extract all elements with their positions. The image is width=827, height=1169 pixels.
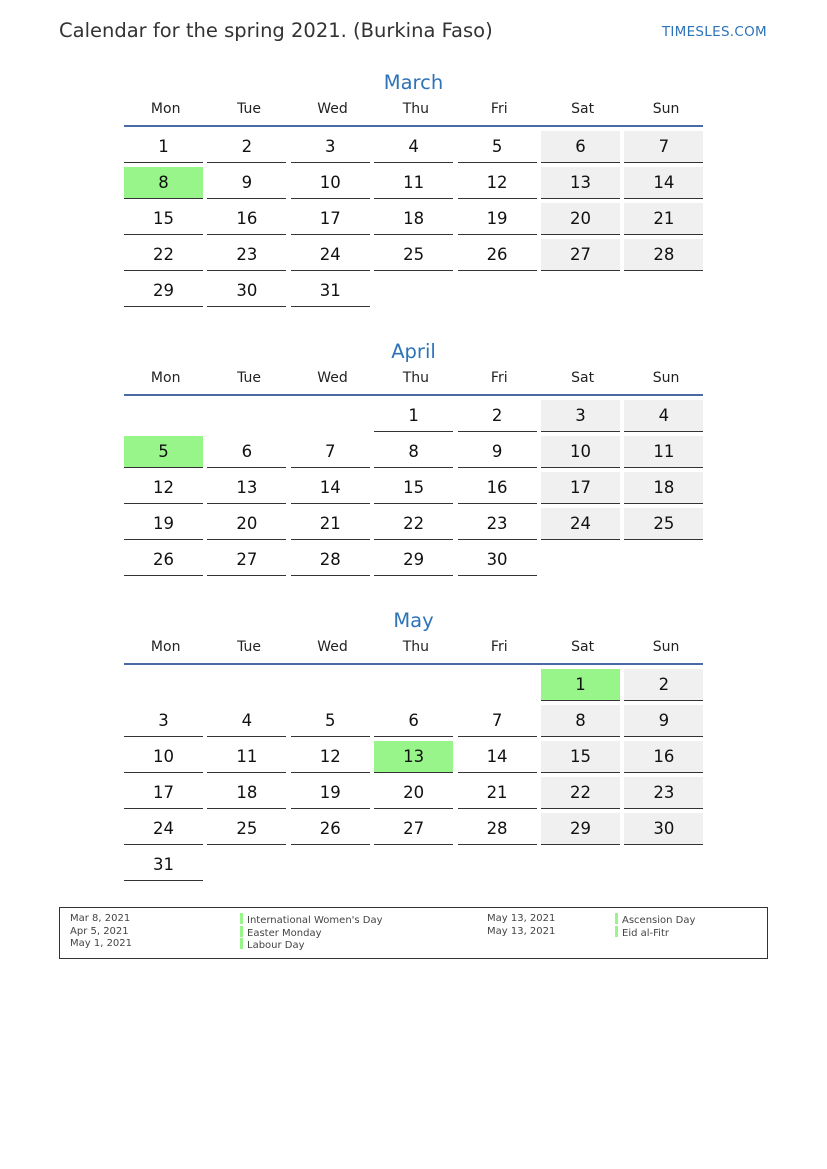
day-cell: 16 bbox=[624, 741, 703, 773]
day-cell: 14 bbox=[458, 741, 537, 773]
day-cell: 9 bbox=[458, 436, 537, 468]
day-cell: 15 bbox=[541, 741, 620, 773]
empty-cell bbox=[207, 669, 286, 700]
site-link[interactable]: TIMESLES.COM bbox=[661, 24, 767, 40]
day-cell: 5 bbox=[291, 705, 370, 737]
empty-cell bbox=[624, 275, 703, 306]
day-cell: 8 bbox=[541, 705, 620, 737]
day-cell: 30 bbox=[458, 544, 537, 576]
weekday-label: Sun bbox=[652, 639, 680, 655]
day-cell: 6 bbox=[207, 436, 286, 468]
empty-cell bbox=[374, 669, 453, 700]
legend-holiday-name: Ascension Day bbox=[622, 915, 696, 926]
weekday-header bbox=[124, 97, 703, 127]
day-cell: 15 bbox=[124, 203, 203, 235]
day-cell: 9 bbox=[207, 167, 286, 199]
day-cell: 6 bbox=[374, 705, 453, 737]
day-cell: 26 bbox=[291, 813, 370, 845]
day-cell: 6 bbox=[541, 131, 620, 163]
day-cell: 29 bbox=[374, 544, 453, 576]
empty-cell bbox=[124, 400, 203, 431]
legend-holiday bbox=[240, 938, 305, 953]
day-cell: 10 bbox=[291, 167, 370, 199]
day-cell: 25 bbox=[374, 239, 453, 271]
week-row bbox=[124, 741, 703, 777]
week-row bbox=[124, 131, 703, 167]
legend-holiday-name: International Women's Day bbox=[247, 915, 383, 926]
day-cell: 21 bbox=[458, 777, 537, 809]
week-row bbox=[124, 705, 703, 741]
month-grid bbox=[124, 396, 703, 580]
day-cell: 27 bbox=[374, 813, 453, 845]
day-cell: 18 bbox=[374, 203, 453, 235]
month-may bbox=[124, 607, 703, 885]
empty-cell bbox=[541, 275, 620, 306]
day-cell: 4 bbox=[624, 400, 703, 432]
legend-date: May 1, 2021 bbox=[70, 938, 133, 949]
week-row bbox=[124, 777, 703, 813]
empty-cell bbox=[374, 849, 453, 880]
empty-cell bbox=[207, 849, 286, 880]
day-cell: 30 bbox=[624, 813, 703, 845]
day-cell: 24 bbox=[291, 239, 370, 271]
empty-cell bbox=[291, 400, 370, 431]
weekday-label: Thu bbox=[402, 639, 430, 655]
legend-date: Apr 5, 2021 bbox=[70, 926, 129, 937]
weekday-label: Fri bbox=[490, 370, 508, 386]
day-cell: 22 bbox=[124, 239, 203, 271]
week-row bbox=[124, 400, 703, 436]
holiday-color-marker bbox=[615, 913, 618, 924]
holiday-day-cell: 13 bbox=[374, 741, 453, 773]
day-cell: 14 bbox=[624, 167, 703, 199]
day-cell: 17 bbox=[541, 472, 620, 504]
holiday-day-cell: 5 bbox=[124, 436, 203, 468]
day-cell: 20 bbox=[541, 203, 620, 235]
day-cell: 23 bbox=[458, 508, 537, 540]
legend-date: Mar 8, 2021 bbox=[70, 913, 131, 924]
day-cell: 25 bbox=[624, 508, 703, 540]
day-cell: 11 bbox=[207, 741, 286, 773]
empty-cell bbox=[541, 544, 620, 575]
empty-cell bbox=[624, 849, 703, 880]
day-cell: 26 bbox=[458, 239, 537, 271]
holiday-color-marker bbox=[240, 938, 243, 949]
day-cell: 20 bbox=[207, 508, 286, 540]
day-cell: 19 bbox=[458, 203, 537, 235]
day-cell: 23 bbox=[624, 777, 703, 809]
day-cell: 16 bbox=[458, 472, 537, 504]
legend-holiday bbox=[615, 926, 669, 941]
weekday-header bbox=[124, 635, 703, 665]
month-april bbox=[124, 338, 703, 580]
day-cell: 17 bbox=[291, 203, 370, 235]
day-cell: 2 bbox=[458, 400, 537, 432]
day-cell: 26 bbox=[124, 544, 203, 576]
empty-cell bbox=[207, 400, 286, 431]
day-cell: 10 bbox=[541, 436, 620, 468]
empty-cell bbox=[458, 275, 537, 306]
month-grid bbox=[124, 127, 703, 311]
day-cell: 12 bbox=[458, 167, 537, 199]
day-cell: 13 bbox=[541, 167, 620, 199]
day-cell: 3 bbox=[541, 400, 620, 432]
day-cell: 27 bbox=[207, 544, 286, 576]
day-cell: 21 bbox=[291, 508, 370, 540]
week-row bbox=[124, 203, 703, 239]
legend-date: May 13, 2021 bbox=[487, 926, 556, 937]
day-cell: 21 bbox=[624, 203, 703, 235]
weekday-label: Sun bbox=[652, 101, 680, 117]
weekday-label: Thu bbox=[402, 101, 430, 117]
day-cell: 8 bbox=[374, 436, 453, 468]
day-cell: 20 bbox=[374, 777, 453, 809]
holiday-day-cell: 1 bbox=[541, 669, 620, 701]
weekday-label: Fri bbox=[490, 639, 508, 655]
week-row bbox=[124, 544, 703, 580]
empty-cell bbox=[291, 849, 370, 880]
legend-holiday-name: Easter Monday bbox=[247, 928, 322, 939]
day-cell: 7 bbox=[458, 705, 537, 737]
day-cell: 12 bbox=[291, 741, 370, 773]
day-cell: 31 bbox=[124, 849, 203, 881]
week-row bbox=[124, 239, 703, 275]
day-cell: 18 bbox=[207, 777, 286, 809]
day-cell: 28 bbox=[291, 544, 370, 576]
weekday-label: Mon bbox=[150, 370, 181, 386]
day-cell: 7 bbox=[291, 436, 370, 468]
week-row bbox=[124, 849, 703, 885]
day-cell: 4 bbox=[374, 131, 453, 163]
holiday-color-marker bbox=[615, 926, 618, 937]
day-cell: 10 bbox=[124, 741, 203, 773]
day-cell: 27 bbox=[541, 239, 620, 271]
day-cell: 14 bbox=[291, 472, 370, 504]
weekday-label: Tue bbox=[237, 639, 262, 655]
day-cell: 16 bbox=[207, 203, 286, 235]
weekday-label: Mon bbox=[150, 639, 181, 655]
day-cell: 15 bbox=[374, 472, 453, 504]
weekday-label: Tue bbox=[237, 370, 262, 386]
day-cell: 1 bbox=[124, 131, 203, 163]
month-grid bbox=[124, 665, 703, 885]
week-row bbox=[124, 436, 703, 472]
weekday-header bbox=[124, 366, 703, 396]
day-cell: 1 bbox=[374, 400, 453, 432]
empty-cell bbox=[458, 849, 537, 880]
day-cell: 13 bbox=[207, 472, 286, 504]
week-row bbox=[124, 275, 703, 311]
empty-cell bbox=[124, 669, 203, 700]
day-cell: 4 bbox=[207, 705, 286, 737]
day-cell: 2 bbox=[207, 131, 286, 163]
holiday-color-marker bbox=[240, 913, 243, 924]
weekday-label: Mon bbox=[150, 101, 181, 117]
day-cell: 31 bbox=[291, 275, 370, 307]
weekday-label: Sun bbox=[652, 370, 680, 386]
day-cell: 9 bbox=[624, 705, 703, 737]
weekday-label: Wed bbox=[317, 370, 348, 386]
day-cell: 11 bbox=[624, 436, 703, 468]
weekday-label: Thu bbox=[402, 370, 430, 386]
day-cell: 2 bbox=[624, 669, 703, 701]
day-cell: 12 bbox=[124, 472, 203, 504]
page-title: Calendar for the spring 2021. (Burkina Faso) bbox=[59, 19, 493, 42]
weekday-label: Fri bbox=[490, 101, 508, 117]
legend-date: May 13, 2021 bbox=[487, 913, 556, 924]
day-cell: 28 bbox=[458, 813, 537, 845]
day-cell: 22 bbox=[374, 508, 453, 540]
month-title: May bbox=[393, 609, 434, 632]
weekday-label: Wed bbox=[317, 639, 348, 655]
empty-cell bbox=[374, 275, 453, 306]
weekday-label: Wed bbox=[317, 101, 348, 117]
day-cell: 19 bbox=[291, 777, 370, 809]
month-march bbox=[124, 69, 703, 311]
weekday-label: Sat bbox=[571, 370, 595, 386]
day-cell: 3 bbox=[124, 705, 203, 737]
holiday-day-cell: 8 bbox=[124, 167, 203, 199]
day-cell: 24 bbox=[541, 508, 620, 540]
legend-holiday-name: Eid al-Fitr bbox=[622, 928, 669, 939]
holiday-legend bbox=[59, 907, 768, 959]
day-cell: 7 bbox=[624, 131, 703, 163]
legend-holiday-name: Labour Day bbox=[247, 940, 305, 951]
weekday-label: Tue bbox=[237, 101, 262, 117]
day-cell: 3 bbox=[291, 131, 370, 163]
day-cell: 17 bbox=[124, 777, 203, 809]
empty-cell bbox=[458, 669, 537, 700]
week-row bbox=[124, 669, 703, 705]
week-row bbox=[124, 813, 703, 849]
day-cell: 5 bbox=[458, 131, 537, 163]
month-title: April bbox=[391, 340, 436, 363]
day-cell: 29 bbox=[541, 813, 620, 845]
day-cell: 18 bbox=[624, 472, 703, 504]
day-cell: 11 bbox=[374, 167, 453, 199]
day-cell: 29 bbox=[124, 275, 203, 307]
empty-cell bbox=[541, 849, 620, 880]
day-cell: 19 bbox=[124, 508, 203, 540]
day-cell: 25 bbox=[207, 813, 286, 845]
day-cell: 23 bbox=[207, 239, 286, 271]
month-title: March bbox=[383, 71, 444, 94]
week-row bbox=[124, 167, 703, 203]
week-row bbox=[124, 472, 703, 508]
week-row bbox=[124, 508, 703, 544]
day-cell: 24 bbox=[124, 813, 203, 845]
holiday-color-marker bbox=[240, 926, 243, 937]
weekday-label: Sat bbox=[571, 639, 595, 655]
day-cell: 30 bbox=[207, 275, 286, 307]
empty-cell bbox=[291, 669, 370, 700]
day-cell: 28 bbox=[624, 239, 703, 271]
day-cell: 22 bbox=[541, 777, 620, 809]
weekday-label: Sat bbox=[571, 101, 595, 117]
empty-cell bbox=[624, 544, 703, 575]
